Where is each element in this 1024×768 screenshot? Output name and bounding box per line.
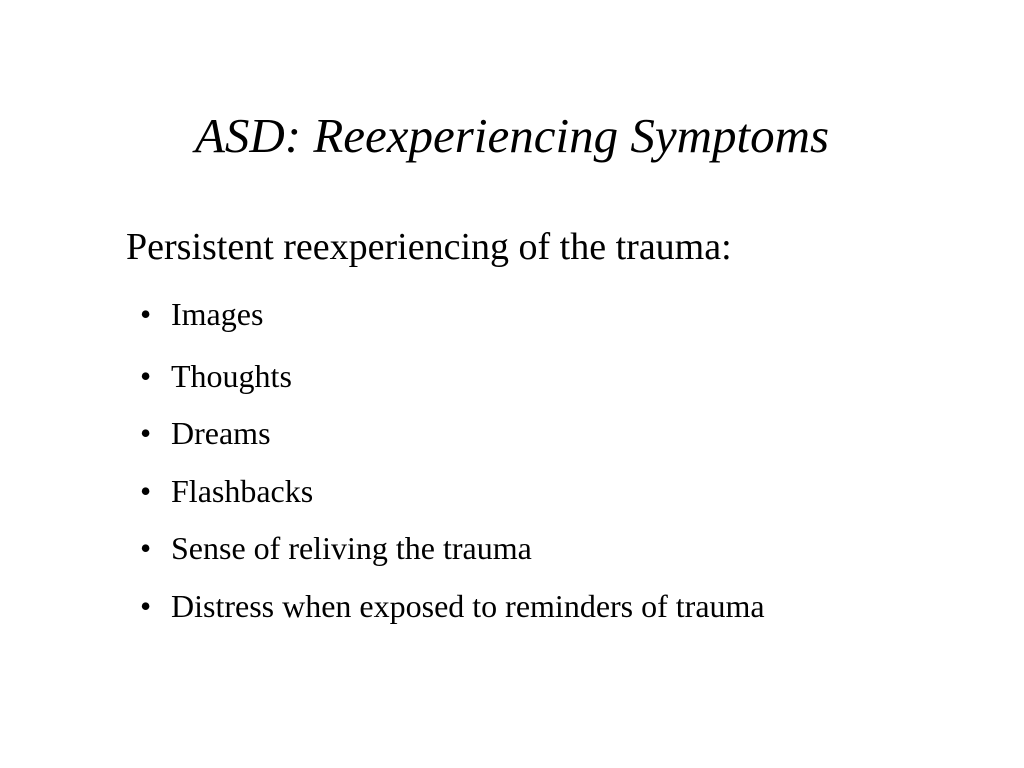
bullet-icon: • xyxy=(140,358,152,394)
bullet-text: Dreams xyxy=(171,415,271,451)
bullet-icon: • xyxy=(140,588,152,624)
bullet-text: Sense of reliving the trauma xyxy=(171,530,532,566)
bullet-icon: • xyxy=(140,473,152,509)
bullet-text: Thoughts xyxy=(171,358,292,394)
bullet-item xyxy=(140,413,271,453)
bullet-item xyxy=(140,471,313,511)
lead-text: Persistent reexperiencing of the trauma: xyxy=(126,226,732,268)
bullet-text: Flashbacks xyxy=(171,473,314,509)
bullet-text: Images xyxy=(171,296,264,332)
bullet-item xyxy=(140,586,765,626)
bullet-text: Distress when exposed to reminders of trauma xyxy=(171,588,765,624)
bullet-icon: • xyxy=(140,415,152,451)
bullet-icon: • xyxy=(140,530,152,566)
bullet-icon: • xyxy=(140,296,152,332)
slide-title: ASD: Reexperiencing Symptoms xyxy=(194,108,830,163)
bullet-item xyxy=(140,356,292,396)
bullet-item xyxy=(140,294,263,334)
bullet-item xyxy=(140,528,532,568)
